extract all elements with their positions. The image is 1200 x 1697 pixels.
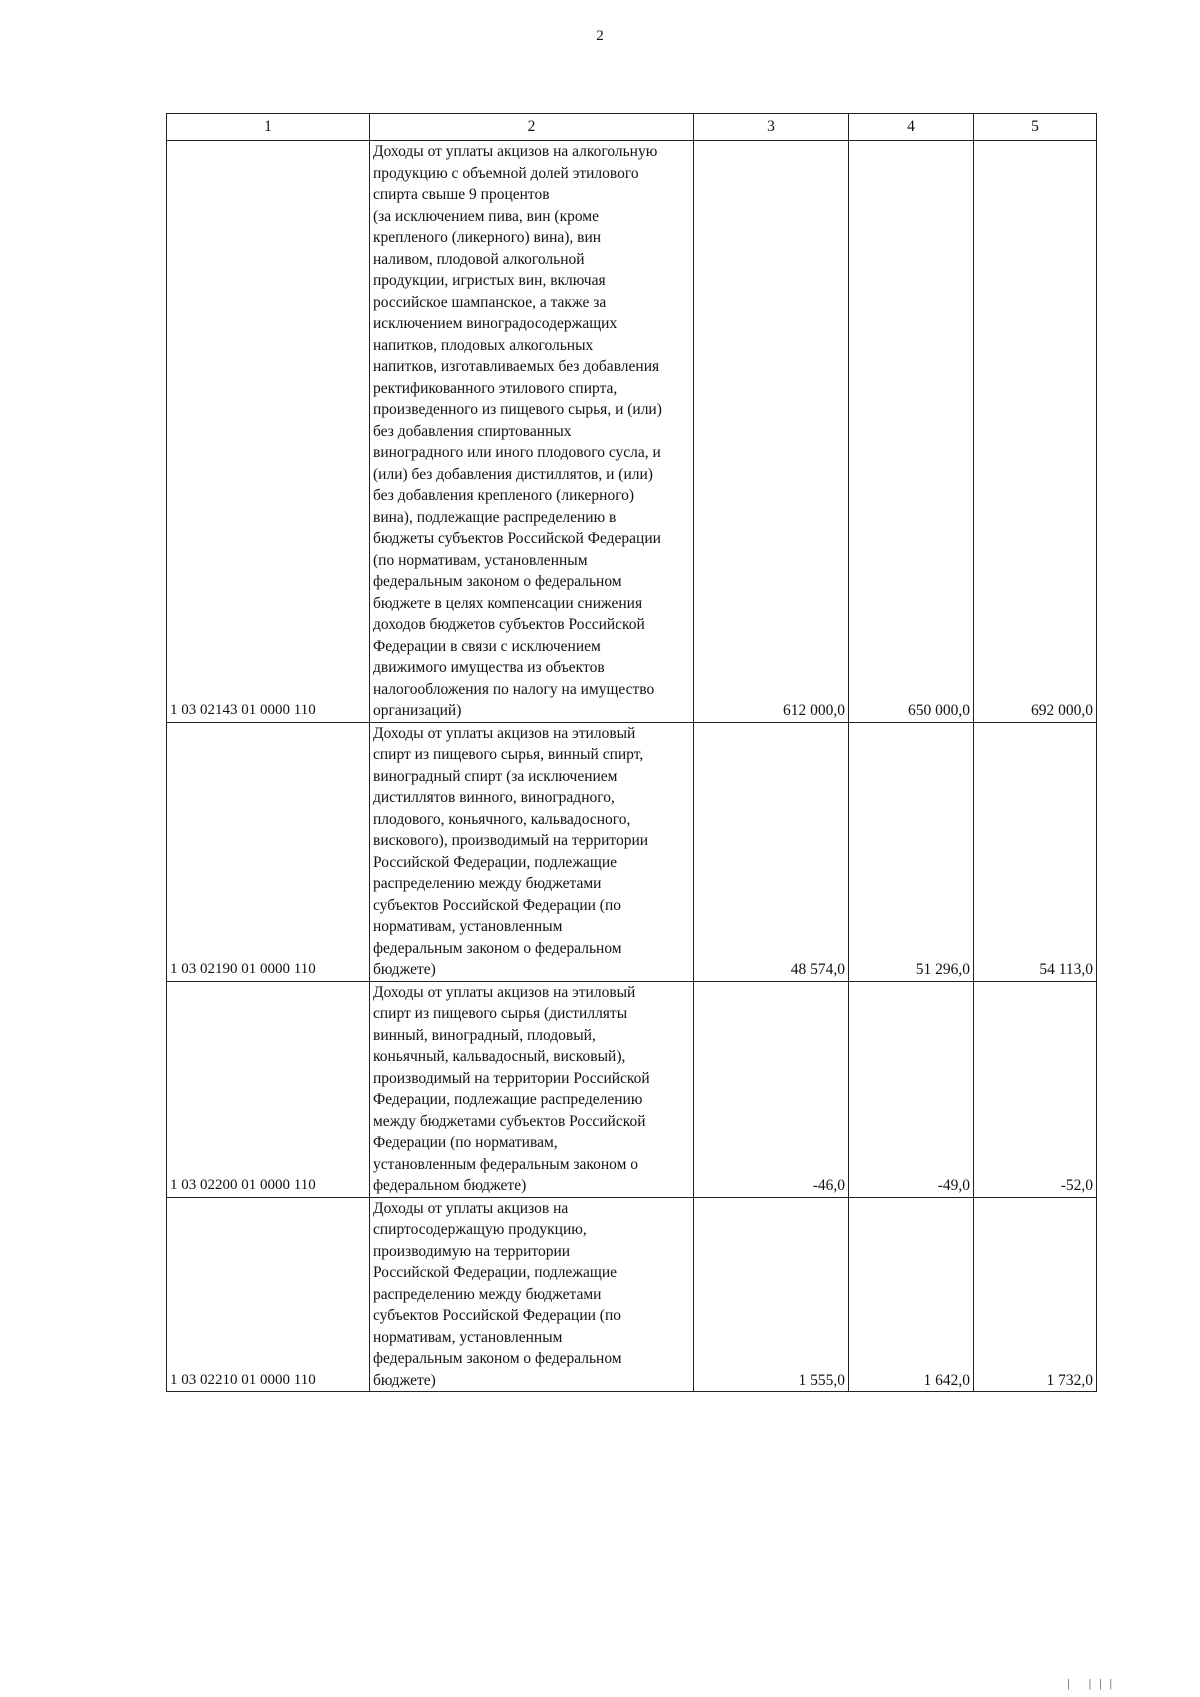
column-header-4: 4 bbox=[849, 114, 974, 141]
revenue-description: Доходы от уплаты акцизов на алкогольную продукцию с объемной долей этилового спирта свыше 9 процентов (за исключением пива, вин (кроме крепленого (ликерного) вина), вин наливом, плодовой алкогольной продукции, игристых вин, включая российское шампанское, а также за исключением виноградосодержащих напитков, плодовых алкогольных напитков, изготавливаемых без добавления ректификованного этилового спирта, произведенного из пищевого сырья, и (или) без добавления спиртованных виноградного или иного плодового сусла, и (или) без добавления дистиллятов, и (или) без добавления крепленого (ликерного) вина), подлежащие распределению в бюджеты субъектов Российской Федерации (по нормативам, установленным федеральным законом о федеральном бюджете в целях компенсации снижения доходов бюджетов субъектов Российской Федерации в связи с исключением движимого имущества из объектов налогообложения по налогу на имущество организаций) bbox=[370, 141, 694, 723]
amount-col-3: 48 574,0 bbox=[694, 722, 849, 981]
table-row bbox=[167, 981, 1097, 1197]
table-header-row bbox=[167, 114, 1097, 141]
scan-margin-marks: | ||| bbox=[1067, 1676, 1120, 1690]
amount-col-3: 1 555,0 bbox=[694, 1197, 849, 1392]
table-row bbox=[167, 722, 1097, 981]
revenue-code: 1 03 02190 01 0000 110 bbox=[167, 722, 370, 981]
amount-col-4: -49,0 bbox=[849, 981, 974, 1197]
column-header-1: 1 bbox=[167, 114, 370, 141]
revenue-description: Доходы от уплаты акцизов на спиртосодержащую продукцию, производимую на территории Российской Федерации, подлежащие распределению между бюджетами субъектов Российской Федерации (по нормативам, установленным федеральным законом о федеральном бюджете) bbox=[370, 1197, 694, 1392]
column-header-3: 3 bbox=[694, 114, 849, 141]
revenue-code: 1 03 02143 01 0000 110 bbox=[167, 141, 370, 723]
amount-col-3: 612 000,0 bbox=[694, 141, 849, 723]
revenue-code: 1 03 02200 01 0000 110 bbox=[167, 981, 370, 1197]
column-header-2: 2 bbox=[370, 114, 694, 141]
table-row bbox=[167, 141, 1097, 723]
amount-col-5: 1 732,0 bbox=[974, 1197, 1097, 1392]
page-number: 2 bbox=[596, 28, 604, 44]
column-header-5: 5 bbox=[974, 114, 1097, 141]
amount-col-4: 1 642,0 bbox=[849, 1197, 974, 1392]
amount-col-5: 54 113,0 bbox=[974, 722, 1097, 981]
revenue-code: 1 03 02210 01 0000 110 bbox=[167, 1197, 370, 1392]
table-row bbox=[167, 1197, 1097, 1392]
amount-col-4: 51 296,0 bbox=[849, 722, 974, 981]
amount-col-5: -52,0 bbox=[974, 981, 1097, 1197]
revenue-description: Доходы от уплаты акцизов на этиловый спирт из пищевого сырья, винный спирт, виноградный спирт (за исключением дистиллятов винного, виноградного, плодового, коньячного, кальвадосного, вискового), производимый на территории Российской Федерации, подлежащие распределению между бюджетами субъектов Российской Федерации (по нормативам, установленным федеральным законом о федеральном бюджете) bbox=[370, 722, 694, 981]
revenue-description: Доходы от уплаты акцизов на этиловый спирт из пищевого сырья (дистилляты винный, виноградный, плодовый, коньячный, кальвадосный, висковый), производимый на территории Российской Федерации, подлежащие распределению между бюджетами субъектов Российской Федерации (по нормативам, установленным федеральным законом о федеральном бюджете) bbox=[370, 981, 694, 1197]
amount-col-4: 650 000,0 bbox=[849, 141, 974, 723]
revenue-table bbox=[166, 113, 1097, 1392]
amount-col-5: 692 000,0 bbox=[974, 141, 1097, 723]
amount-col-3: -46,0 bbox=[694, 981, 849, 1197]
